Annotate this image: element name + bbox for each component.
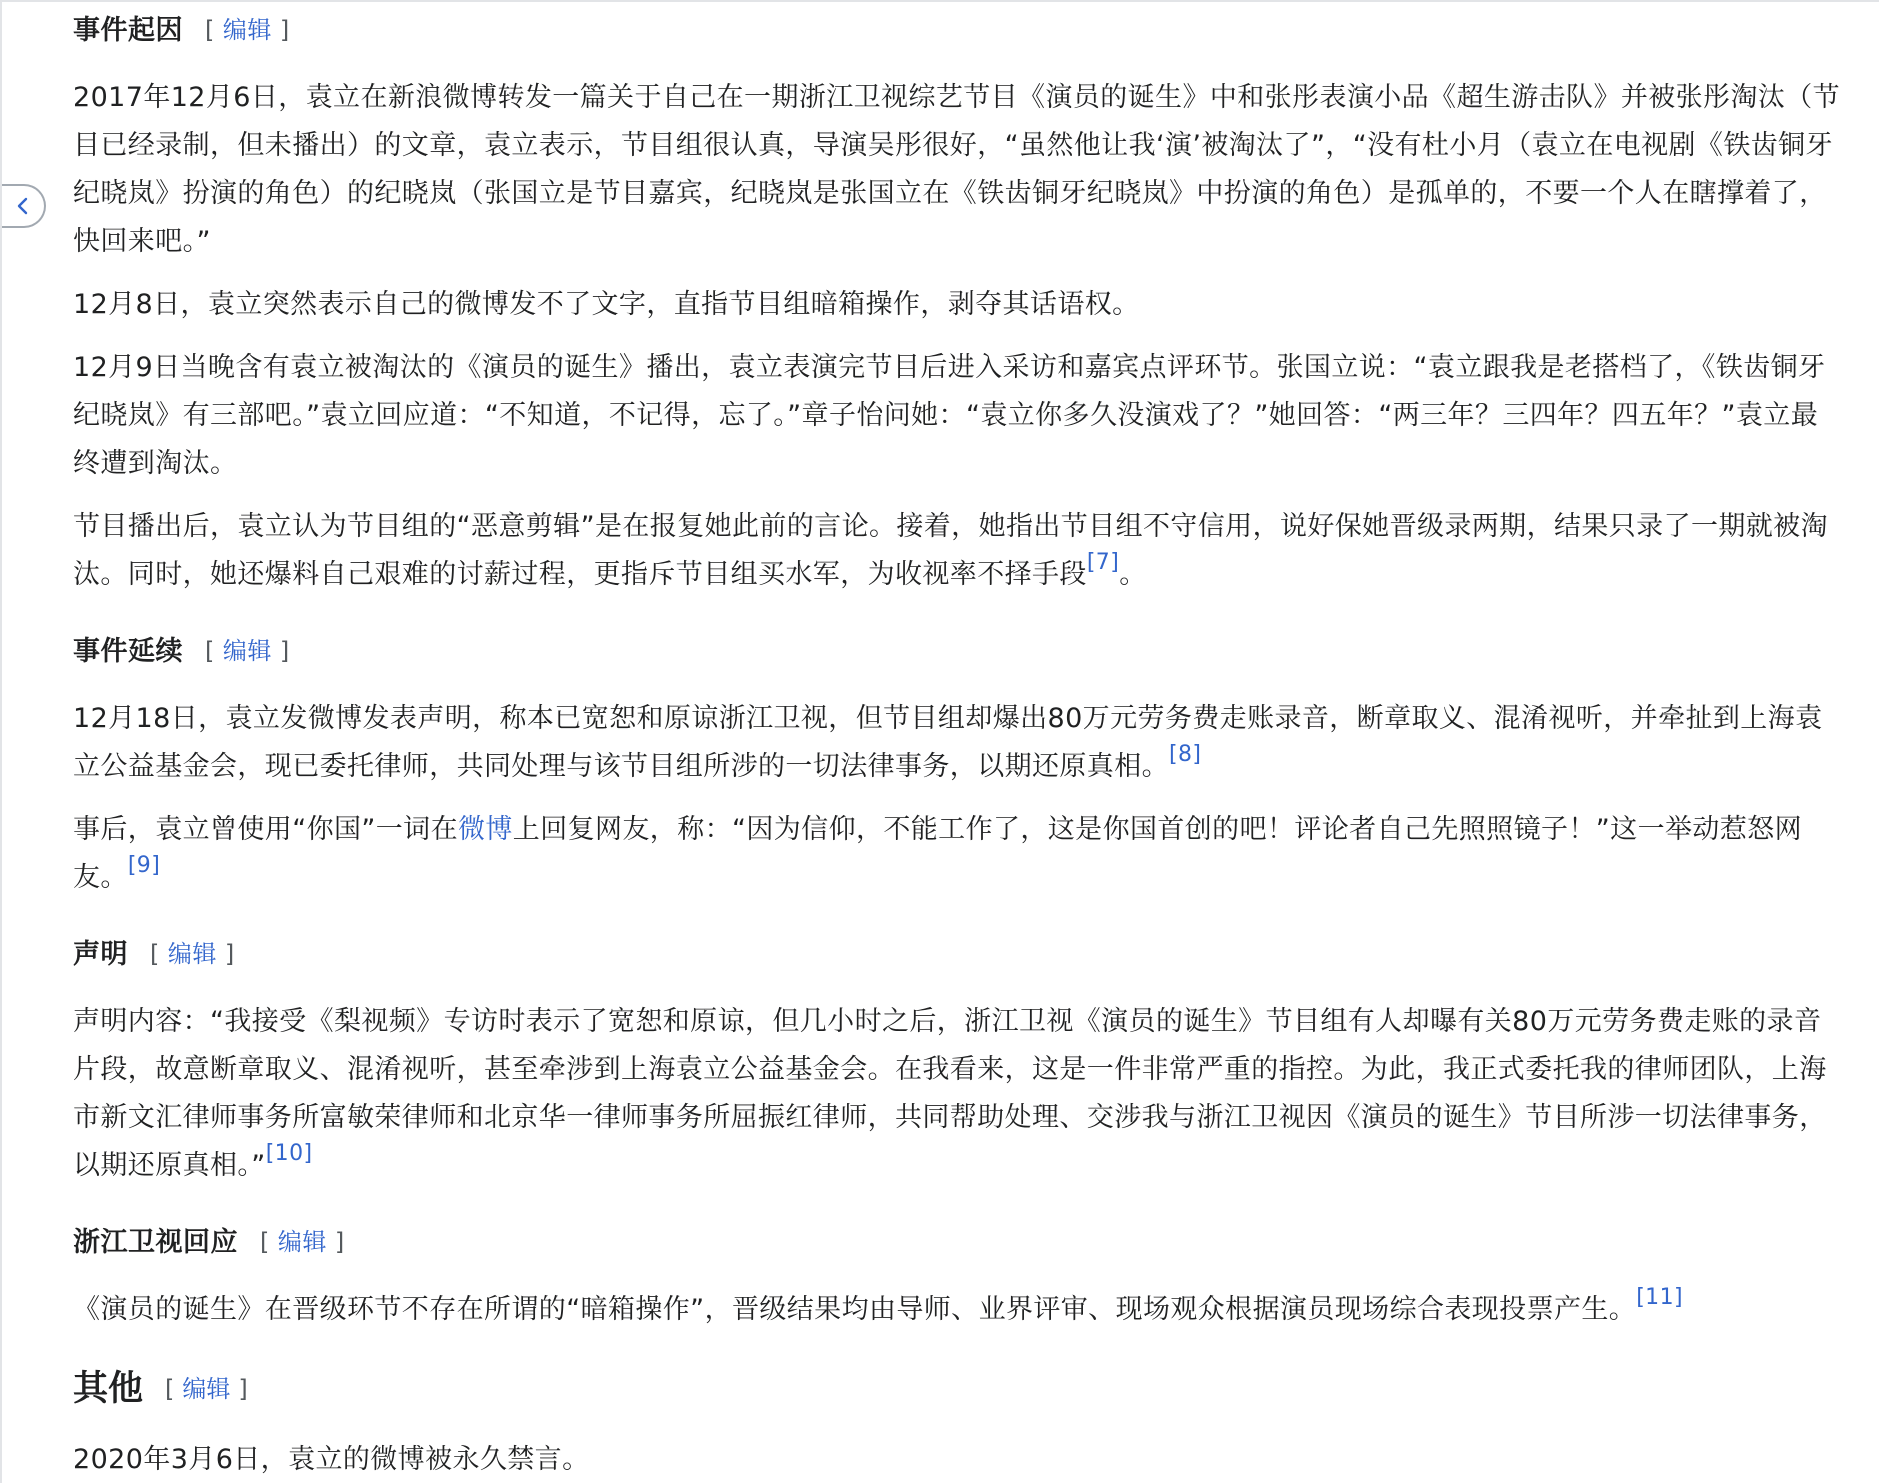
paragraph-text: 事后，袁立曾使用“你国”一词在 bbox=[73, 814, 458, 845]
citation bbox=[266, 1141, 313, 1166]
edit-section-link: [ 编辑 ] bbox=[165, 1374, 248, 1403]
paragraph: 2020年3月6日，袁立的微博被永久禁言。 bbox=[73, 1444, 590, 1475]
edit-section-link: [ 编辑 ] bbox=[260, 1227, 345, 1256]
paragraph: 12月9日当晚含有袁立被淘汰的《演员的诞生》播出，袁立表演完节目后进入采访和嘉宾点评环节。张国立说：“袁立跟我是老搭档了，《铁齿铜牙纪晓岚》有三部吧。”袁立回应道：“不知道，不记得，忘了。”章子怡问她：“袁立你多久没演戏了？”她回答：“两三年？三四年？四五年？”袁立最终遭到淘汰。 bbox=[73, 352, 1826, 479]
paragraph bbox=[73, 806, 1845, 902]
citation bbox=[1087, 550, 1119, 575]
edit-section-link: [ 编辑 ] bbox=[205, 15, 290, 44]
chevron-left-icon bbox=[15, 196, 31, 216]
citation bbox=[1636, 1285, 1683, 1310]
paragraph-text: 上回复网友，称：“因为信仰，不能工作了，这是你国首创的吧！评论者自己先照照镜子！”这一举动惹怒网友。 bbox=[73, 814, 1802, 893]
paragraph-end: 。 bbox=[1119, 559, 1147, 590]
citation-link[interactable]: [11] bbox=[1636, 1285, 1683, 1310]
heading-text: 浙江卫视回应 bbox=[73, 1226, 238, 1258]
section-heading-other bbox=[73, 1356, 1845, 1416]
citation-link[interactable]: [10] bbox=[265, 1141, 313, 1166]
edit-link[interactable]: 编辑 bbox=[182, 1374, 231, 1403]
paragraph-text: 12月18日，袁立发微博发表声明，称本已宽恕和原谅浙江卫视，但节目组却爆出80万元劳务费走账录音，断章取义、混淆视听，并牵扯到上海袁立公益基金会，现已委托律师，共同处理与该节目组所涉的一切法律事务，以期还原真相。 bbox=[73, 703, 1823, 782]
citation-link[interactable]: [9] bbox=[127, 853, 161, 878]
edit-link[interactable]: 编辑 bbox=[222, 636, 272, 665]
citation-link[interactable]: [8] bbox=[1169, 742, 1202, 767]
citation bbox=[128, 853, 160, 878]
paragraph: 2017年12月6日，袁立在新浪微博转发一篇关于自己在一期浙江卫视综艺节目《演员的诞生》中和张彤表演小品《超生游击队》并被张彤淘汰（节目已经录制，但未播出）的文章，袁立表示，节目组很认真，导演吴彤很好，“虽然他让我‘演’被淘汰了”，“没有杜小月（袁立在电视剧《铁齿铜牙纪晓岚》扮演的角色）的纪晓岚（张国立是节目嘉宾，纪晓岚是张国立在《铁齿铜牙纪晓岚》中扮演的角色）是孤单的，不要一个人在瞎撑着了，快回来吧。” bbox=[73, 82, 1841, 257]
section-heading-continuation bbox=[73, 623, 1845, 673]
weibo-link[interactable]: 微博 bbox=[457, 814, 513, 845]
citation bbox=[1169, 742, 1201, 767]
paragraph bbox=[73, 998, 1845, 1190]
paragraph bbox=[73, 503, 1845, 599]
paragraph: 12月8日，袁立突然表示自己的微博发不了文字，直指节目组暗箱操作，剥夺其话语权。 bbox=[73, 289, 1140, 320]
paragraph bbox=[73, 1286, 1845, 1334]
edit-link[interactable]: 编辑 bbox=[167, 939, 217, 968]
edit-link[interactable]: 编辑 bbox=[277, 1227, 327, 1256]
section-heading-statement bbox=[73, 926, 1845, 976]
section-heading-origin bbox=[73, 2, 1845, 52]
edit-link[interactable]: 编辑 bbox=[222, 15, 272, 44]
heading-text: 其他 bbox=[73, 1369, 144, 1409]
citation-link[interactable]: [7] bbox=[1086, 550, 1120, 575]
paragraph bbox=[73, 695, 1845, 791]
heading-text: 事件延续 bbox=[73, 635, 183, 667]
heading-text: 声明 bbox=[73, 938, 128, 970]
heading-text: 事件起因 bbox=[73, 14, 183, 46]
paragraph-text: 声明内容：“我接受《梨视频》专访时表示了宽恕和原谅，但几小时之后，浙江卫视《演员的诞生》节目组有人却曝有关80万元劳务费走账的录音片段，故意断章取义、混淆视听，甚至牵涉到上海袁立公益基金会。在我看来，这是一件非常严重的指控。为此，我正式委托我的律师团队，上海市新文汇律师事务所富敏荣律师和北京华一律师事务所屈振红律师，共同帮助处理、交涉我与浙江卫视因《演员的诞生》节目所涉一切法律事务，以期还原真相。” bbox=[73, 1006, 1827, 1181]
section-heading-zhejiang bbox=[73, 1214, 1845, 1264]
paragraph-text: 节目播出后，袁立认为节目组的“恶意剪辑”是在报复她此前的言论。接着，她指出节目组不守信用，说好保她晋级录两期，结果只录了一期就被淘汰。同时，她还爆料自己艰难的讨薪过程，更指斥节目组买水军，为收视率不择手段 bbox=[73, 511, 1828, 590]
collapse-sidebar-button[interactable] bbox=[2, 184, 46, 228]
article-content bbox=[73, 0, 1845, 1484]
paragraph-text: 《演员的诞生》在晋级环节不存在所谓的“暗箱操作”，晋级结果均由导师、业界评审、现场观众根据演员现场综合表现投票产生。 bbox=[73, 1294, 1637, 1325]
edit-section-link: [ 编辑 ] bbox=[205, 636, 290, 665]
edit-section-link: [ 编辑 ] bbox=[150, 939, 235, 968]
